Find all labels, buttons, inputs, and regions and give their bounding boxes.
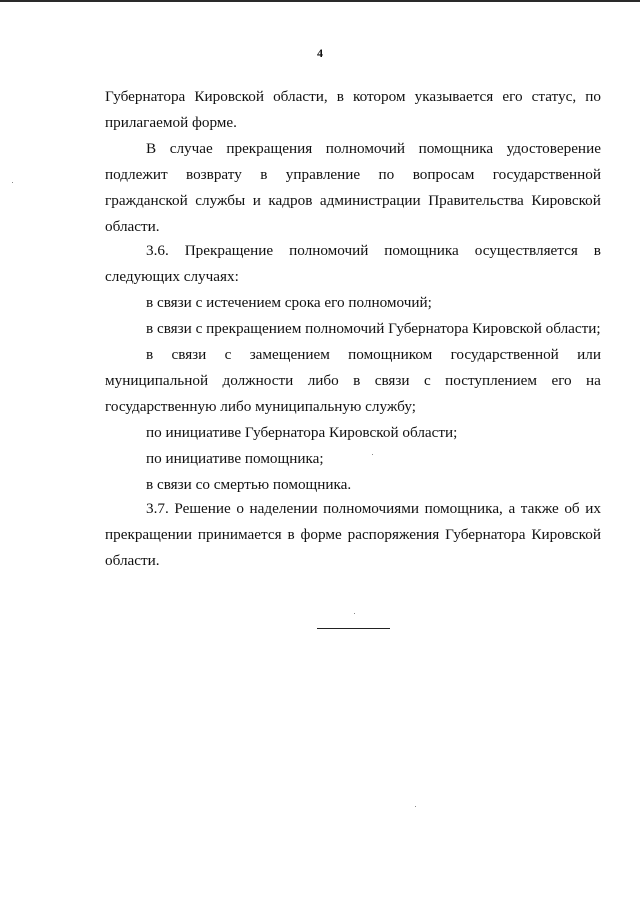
paragraph-line: государственную либо муниципальную службу; — [105, 398, 416, 415]
paragraph-line: муниципальной должности либо в связи с поступлением его на — [105, 372, 601, 389]
list-item: в связи со смертью помощника. — [146, 476, 352, 493]
paragraph-line: области. — [105, 218, 160, 235]
list-item: в связи с истечением срока его полномочий; — [146, 294, 432, 311]
paragraph-line: гражданской службы и кадров администрации Правительства Кировской — [105, 192, 601, 209]
page-number: 4 — [317, 46, 323, 60]
paragraph-line: 3.6. Прекращение полномочий помощника осуществляется в — [146, 242, 601, 259]
scan-speck — [12, 182, 13, 183]
paragraph-line: области. — [105, 552, 160, 569]
paragraph-line: следующих случаях: — [105, 268, 239, 285]
paragraph-line: Губернатора Кировской области, в котором указывается его статус, по — [105, 88, 601, 105]
list-item: по инициативе помощника; — [146, 450, 324, 467]
list-item: по инициативе Губернатора Кировской области; — [146, 424, 458, 441]
section-3-7 — [105, 496, 601, 574]
list-item: в связи с прекращением полномочий Губернатора Кировской области; — [146, 320, 601, 337]
paragraph-line: 3.7. Решение о наделении полномочиями помощника, а также об их — [146, 500, 601, 517]
paragraph-line: подлежит возврату в управление по вопросам государственной — [105, 166, 601, 183]
paragraph-line: В случае прекращения полномочий помощника удостоверение — [146, 140, 601, 157]
end-of-document-rule — [317, 628, 390, 629]
document-body — [105, 84, 601, 136]
scan-speck — [372, 454, 373, 455]
paragraph-line: прилагаемой форме. — [105, 114, 237, 131]
paragraph-line: прекращении принимается в форме распоряжения Губернатора Кировской — [105, 526, 601, 543]
scan-speck — [354, 613, 355, 614]
top-border-line — [0, 0, 640, 2]
scan-speck — [415, 806, 416, 807]
section-3-6 — [105, 238, 601, 498]
paragraph-certificate-return — [105, 136, 601, 240]
list-item: в связи с замещением помощником государственной или — [146, 346, 601, 363]
